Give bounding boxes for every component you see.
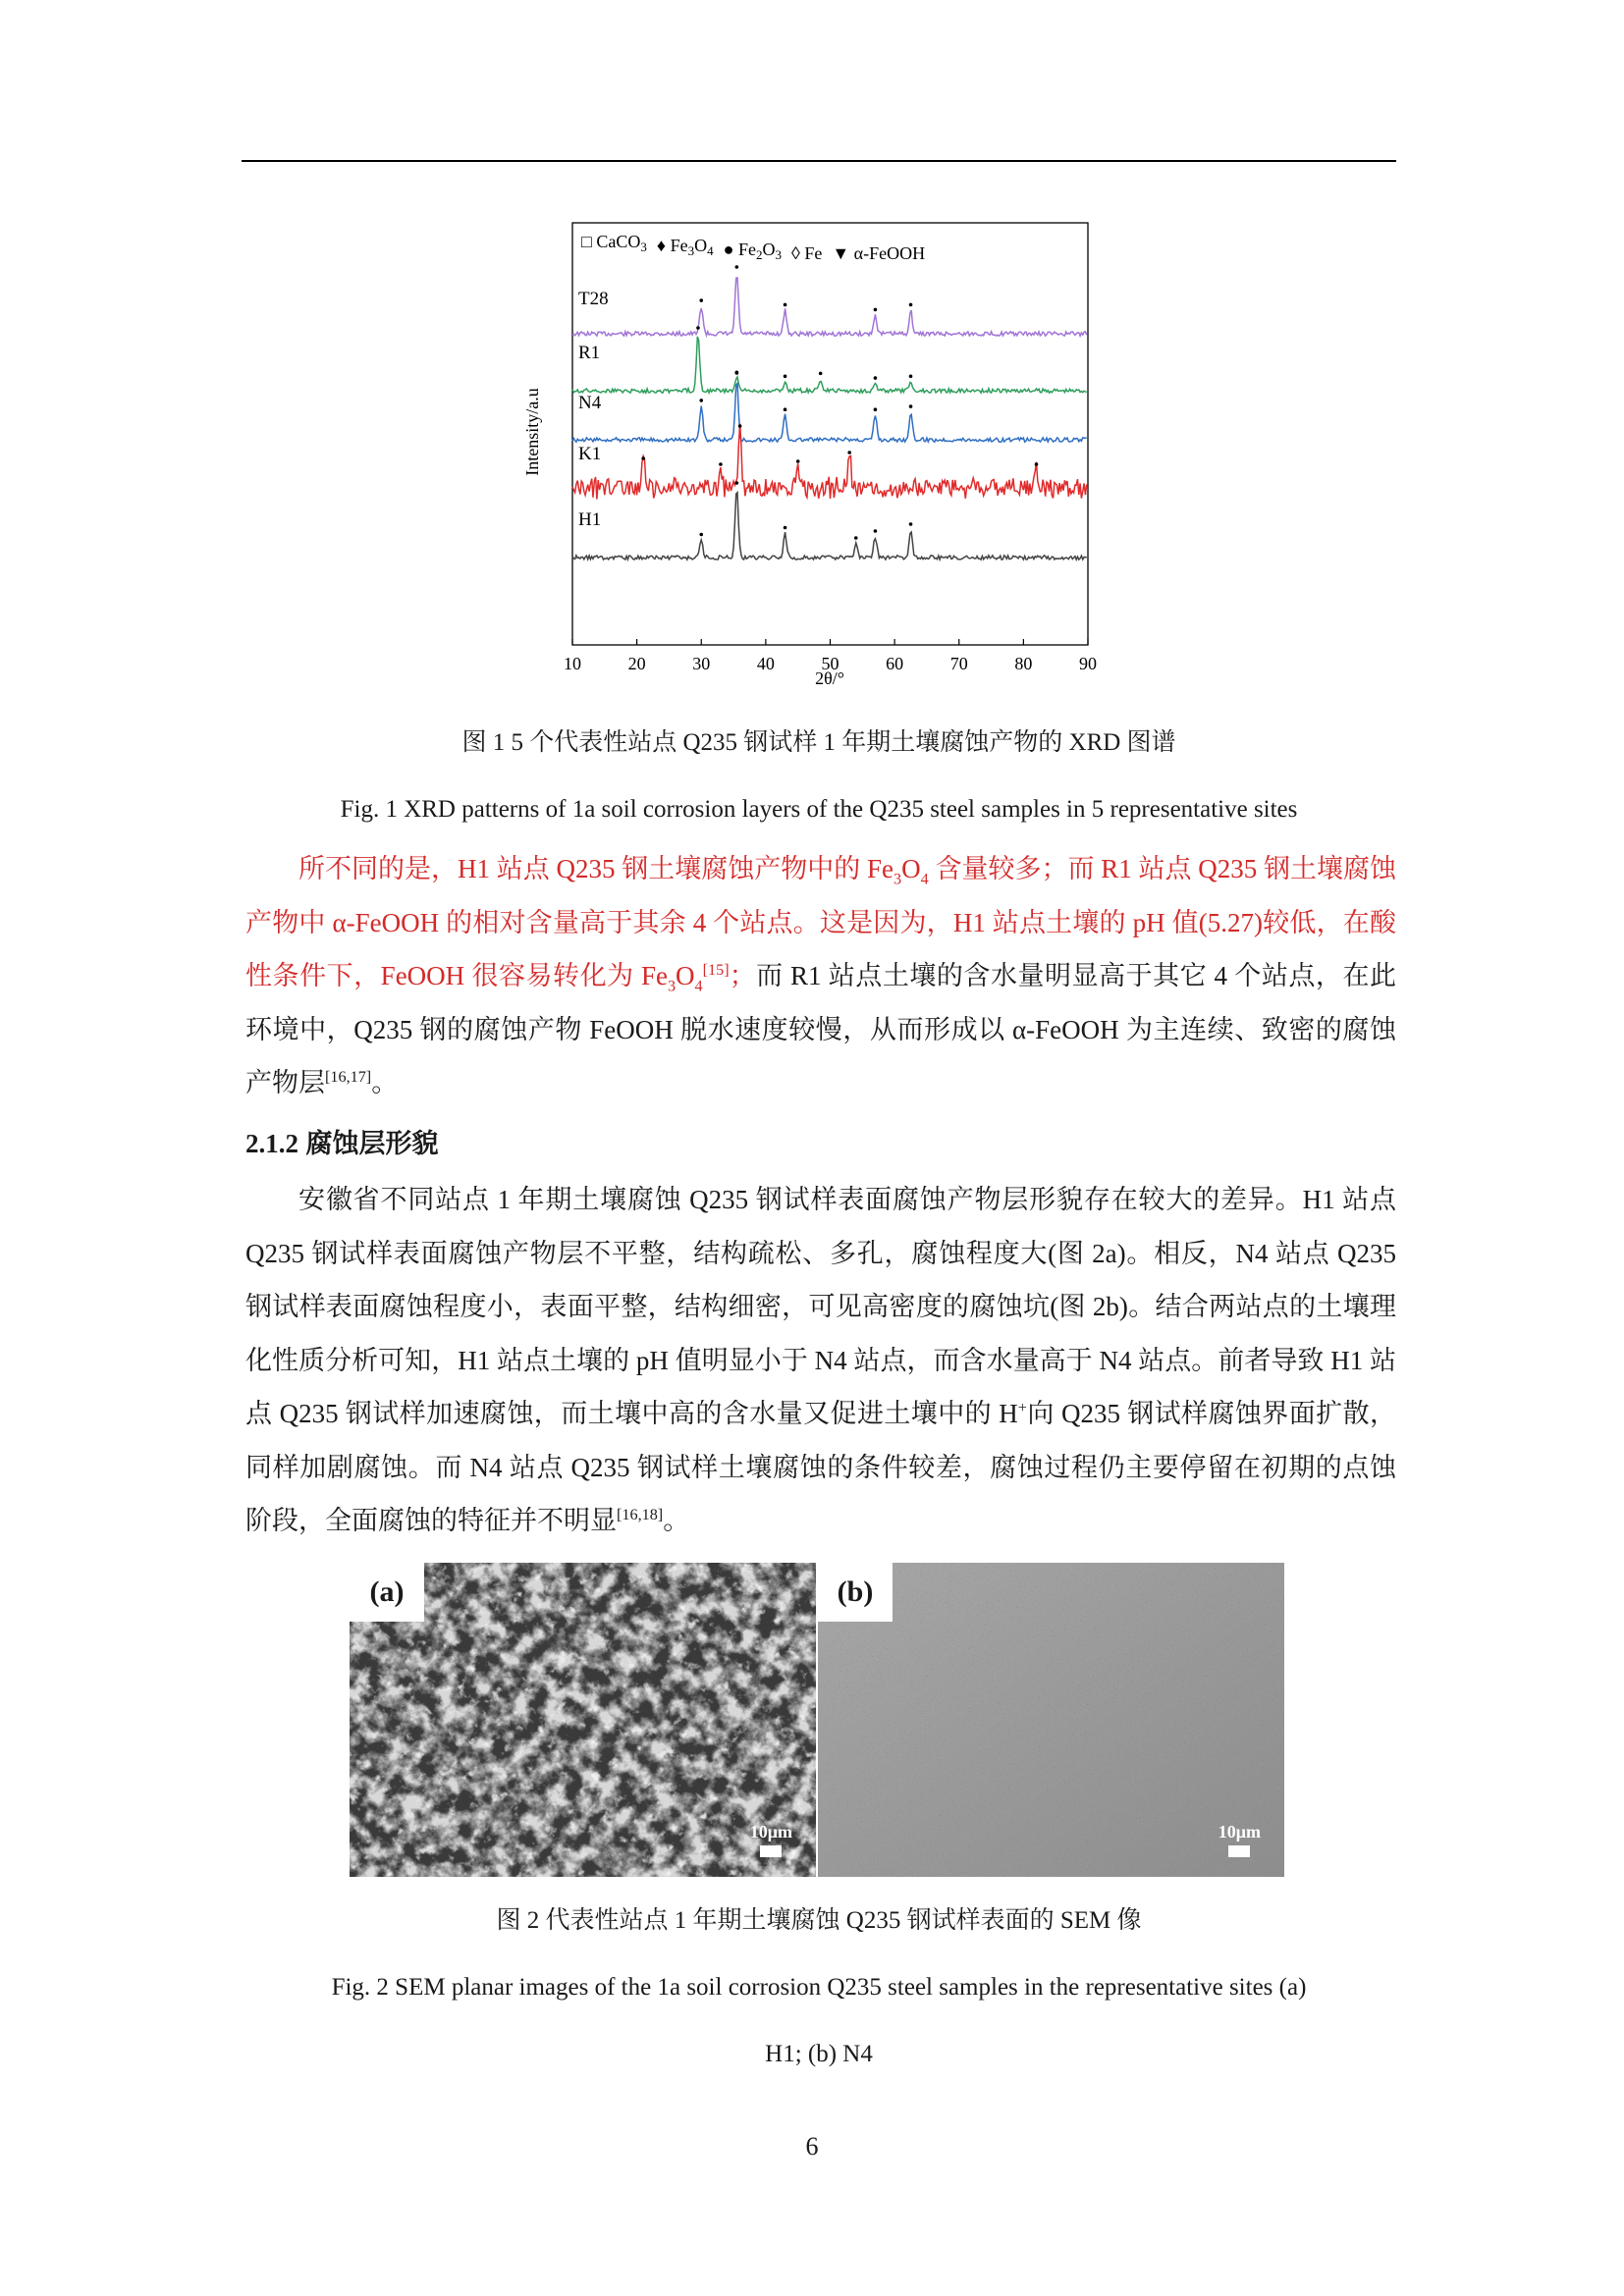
paragraph-1-highlight: 所不同的是，H1 站点 Q235 钢土壤腐蚀产物中的 $Fe_3O_4$ 含量较多；而 R1 站点 Q235 钢土壤腐蚀产物中 α-FeOOH 的相对含量高于其余 4 个站点。这是因为，H1 站点土壤的 pH 值(5.27)较低，在酸性条件下，FeOOH 很容易转化为 $Fe_3O_4[15]$； <box>245 854 1396 995</box>
peak-marker <box>735 265 739 269</box>
figure2-caption-cn: 图 2 代表性站点 1 年期土壤腐蚀 Q235 钢试样表面的 SEM 像 <box>496 1907 1142 1934</box>
series-line-h1 <box>572 493 1087 561</box>
legend-text: □ CaCO$_3$ ♦ $Fe_3O_4$ ● $Fe_2O_3$ ◊ Fe ▼ α-FeOOH <box>581 232 926 263</box>
x-tick-label: 60 <box>886 654 904 673</box>
x-tick-label: 40 <box>756 654 775 673</box>
xrd-chart <box>511 216 1119 688</box>
peak-marker <box>735 371 739 375</box>
x-tick-label: 50 <box>821 654 839 673</box>
series-label-h1: H1 <box>578 509 602 530</box>
series-line-r1 <box>572 337 1087 393</box>
peak-marker <box>784 526 787 530</box>
figure1-caption-cn: 图 1 5 个代表性站点 Q235 钢试样 1 年期土壤腐蚀产物的 XRD 图谱 <box>461 729 1176 756</box>
sem-image-h1 <box>350 1563 816 1877</box>
series-label-r1: R1 <box>578 343 601 363</box>
figure2-caption-en-line2: H1; (b) N4 <box>765 2041 873 2067</box>
x-tick-label: 30 <box>692 654 711 673</box>
paragraph-2: 安徽省不同站点 1 年期土壤腐蚀 Q235 钢试样表面腐蚀产物层形貌存在较大的差异。H1 站点 Q235 钢试样表面腐蚀产物层不平整，结构疏松、多孔，腐蚀程度大(图 2a)。相反，N4 站点 Q235 钢试样表面腐蚀程度小，表面平整，结构细密，可见高密度的腐蚀坑(图 2b)。结合两站点的土壤理化性质分析可知，H1 站点土壤的 pH 值明显小于 N4 站点，而含水量高于 N4 站点。前者导致 H1 站点 Q235 钢试样加速腐蚀，而土壤中高的含水量又促进土壤中的 H+向 Q235 钢试样腐蚀界面扩散，同样加剧腐蚀。而 N4 站点 Q235 钢试样土壤腐蚀的条件较差，腐蚀过程仍主要停留在初期的点蚀阶段，全面腐蚀的特征并不明显[16,18]。 <box>245 1185 1397 1535</box>
x-tick-label: 80 <box>1014 654 1033 673</box>
series-line-t28 <box>572 278 1087 336</box>
peak-marker <box>909 303 913 307</box>
peak-marker <box>784 375 787 379</box>
peak-marker <box>854 536 858 540</box>
peak-marker <box>796 459 800 463</box>
peak-marker <box>909 375 913 379</box>
legend-symbol: ▼ <box>832 243 854 263</box>
figure2-caption-en-line1: Fig. 2 SEM planar images of the 1a soil corrosion Q235 steel samples in the representative sites (a) <box>331 1974 1307 2001</box>
section-number: 2.1.2 <box>245 1129 298 1158</box>
y-axis-label: Intensity/a.u <box>522 388 542 476</box>
section-title: 腐蚀层形貌 <box>305 1129 439 1158</box>
peak-marker <box>699 399 703 402</box>
peak-marker <box>784 407 787 411</box>
series-label-k1: K1 <box>578 444 602 464</box>
scale-text-b: 10μm <box>1218 1822 1261 1842</box>
peak-marker <box>641 456 645 460</box>
peak-marker <box>909 404 913 408</box>
peak-marker <box>738 424 742 428</box>
legend-symbol: ● <box>723 240 738 259</box>
scale-bar-a <box>750 1822 792 1857</box>
peak-marker <box>909 522 913 526</box>
scale-text-a: 10μm <box>749 1822 792 1842</box>
peak-marker <box>847 451 851 454</box>
series-label-t28: T28 <box>578 289 609 309</box>
peak-marker <box>699 298 703 302</box>
peak-marker <box>1035 462 1039 466</box>
scale-bar-b <box>1218 1822 1261 1857</box>
peak-marker <box>735 481 739 485</box>
peak-marker <box>874 376 878 380</box>
peak-marker <box>874 529 878 533</box>
peak-marker <box>874 308 878 312</box>
series-label-n4: N4 <box>578 393 602 413</box>
peak-marker <box>696 326 700 330</box>
x-tick-label: 10 <box>564 654 581 673</box>
legend-symbol: ◊ <box>790 243 805 263</box>
chart-legend <box>581 232 925 263</box>
panel-label-b: (b) <box>818 1563 893 1622</box>
x-axis-label: 2θ/° <box>815 668 844 688</box>
peak-marker <box>784 303 787 307</box>
legend-symbol: ♦ <box>656 236 671 255</box>
plot-frame <box>572 223 1088 645</box>
page-number: 6 <box>805 2132 819 2161</box>
peak-marker <box>874 407 878 411</box>
peak-marker <box>719 462 723 466</box>
sem-figure <box>350 1563 1284 1877</box>
header-rule <box>242 160 1396 162</box>
x-tick-label: 20 <box>627 654 646 673</box>
series-line-k1 <box>572 424 1087 500</box>
paragraph-1 <box>245 842 1396 1110</box>
legend-symbol: □ <box>581 232 597 251</box>
peak-marker <box>699 533 703 537</box>
peak-marker <box>819 372 823 376</box>
sem-image-n4 <box>818 1563 1284 1877</box>
x-tick-label: 90 <box>1079 654 1097 673</box>
x-tick-label: 70 <box>949 654 968 673</box>
section-heading <box>245 1122 439 1160</box>
panel-label-a: (a) <box>350 1563 424 1622</box>
paragraph-1-rest: 而 R1 站点土壤的含水量明显高于其它 4 个站点，在此环境中，Q235 钢的腐蚀产物 FeOOH 脱水速度较慢，从而形成以 α-FeOOH 为主连续、致密的腐蚀产物层[16,17]。 <box>245 961 1396 1097</box>
figure1-caption-en: Fig. 1 XRD patterns of 1a soil corrosion layers of the Q235 steel samples in 5 representative sites <box>340 796 1298 823</box>
